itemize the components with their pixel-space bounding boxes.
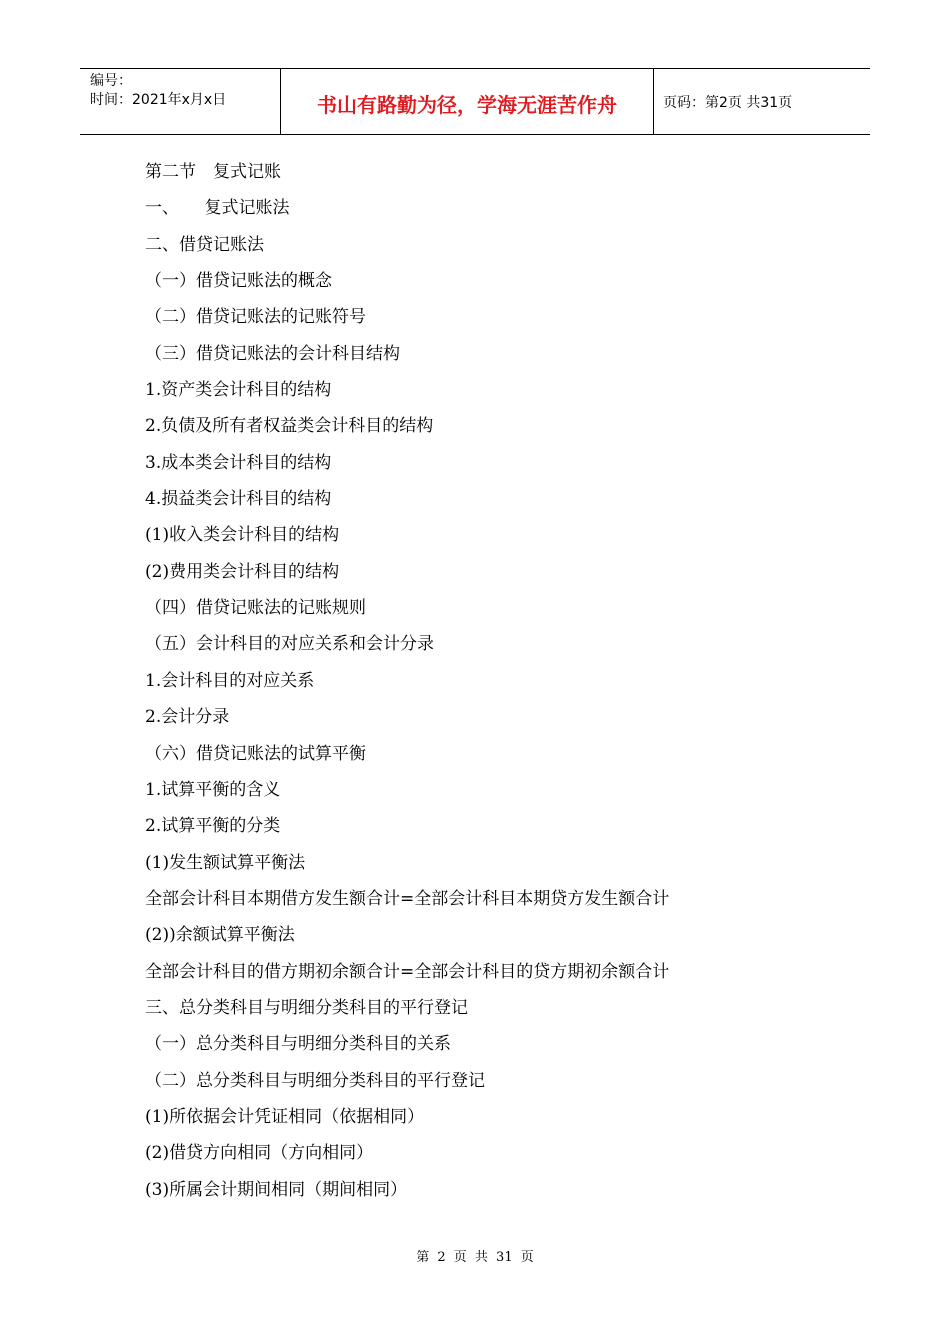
header-page-label: 页码：第2页 共31页 [663,94,793,111]
text-line: (2)借贷方向相同（方向相同） [145,1143,374,1164]
page-footer: 第 2 页 共 31 页 [416,1250,534,1265]
header-meta [80,69,281,134]
text-line: 三、总分类科目与明细分类科目的平行登记 [145,997,468,1018]
text-line: 1.试算平衡的含义 [145,779,281,800]
text-line: 2.试算平衡的分类 [145,816,281,837]
text-line: （二）借贷记账法的记账符号 [145,307,366,328]
text-line: （一）总分类科目与明细分类科目的关系 [145,1034,451,1055]
text-line: （五）会计科目的对应关系和会计分录 [145,634,434,655]
number-label: 编号： [90,73,132,89]
text-line: 全部会计科目的借方期初余额合计=全部会计科目的贷方期初余额合计 [145,961,670,982]
text-line: (2))余额试算平衡法 [145,925,295,946]
text-line: (2)费用类会计科目的结构 [145,561,340,582]
text-line: (3)所属会计期间相同（期间相同） [145,1179,408,1200]
text-line: 第二节 复式记账 [145,162,281,182]
text-line: (1)所依据会计凭证相同（依据相同） [145,1106,425,1127]
text-line: (1)收入类会计科目的结构 [145,525,340,546]
text-line: 二、借贷记账法 [145,234,264,255]
text-line: （三）借贷记账法的会计科目结构 [145,343,400,364]
text-line: 4.损益类会计科目的结构 [145,489,332,510]
text-line: （六）借贷记账法的试算平衡 [145,743,366,764]
text-line: 3.成本类会计科目的结构 [145,452,332,473]
text-line: 1.资产类会计科目的结构 [145,380,332,401]
text-line: 2.会计分录 [145,707,230,728]
text-line: (1)发生额试算平衡法 [145,852,306,873]
text-line: （二）总分类科目与明细分类科目的平行登记 [145,1070,485,1091]
text-line: 2.负债及所有者权益类会计科目的结构 [145,416,434,437]
document-body [145,156,845,1210]
text-line: 一、 复式记账法 [145,198,290,219]
time-label: 时间：2021年x月x日 [90,92,227,108]
text-line: 全部会计科目本期借方发生额合计=全部会计科目本期贷方发生额合计 [145,888,670,909]
header-slogan: 书山有路勤为径，学海无涯苦作舟 [281,69,654,134]
text-line: （四）借贷记账法的记账规则 [145,598,366,619]
text-line: （一）借贷记账法的概念 [145,271,332,292]
text-line: 1.会计科目的对应关系 [145,670,315,691]
page-header [80,68,870,135]
